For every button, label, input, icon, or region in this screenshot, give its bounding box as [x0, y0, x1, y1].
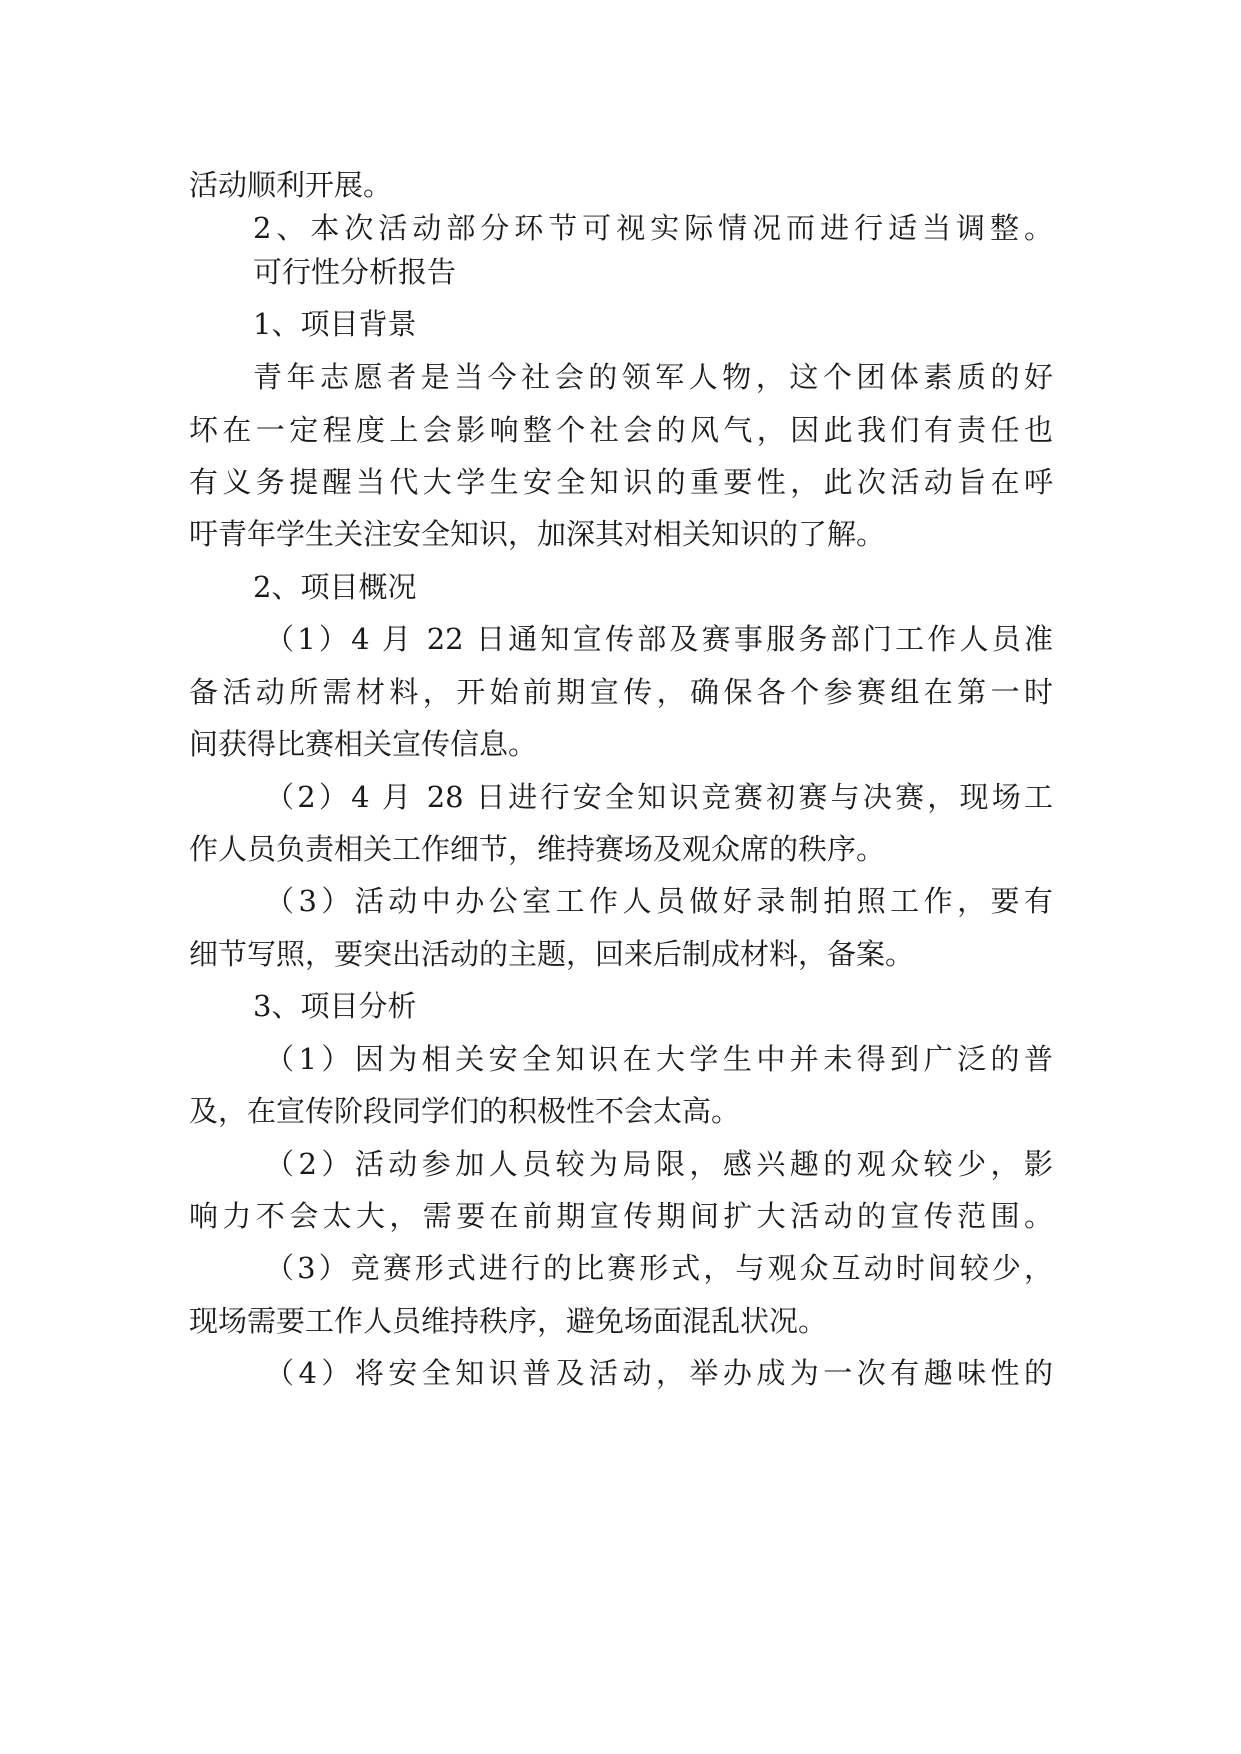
paragraph-line: （2）活动参加人员较为局限，感兴趣的观众较少，影 [265, 1147, 1053, 1181]
paragraph-line: （2）4 月 28 日进行安全知识竞赛初赛与决赛，现场工 [265, 780, 1053, 814]
paragraph-line: 活动顺利开展。 [189, 168, 393, 202]
paragraph-line: 青年志愿者是当今社会的领军人物，这个团体素质的好 [253, 360, 1053, 394]
paragraph-line: 坏在一定程度上会影响整个社会的风气，因此我们有责任也 [189, 413, 1053, 447]
section-heading: 2、项目概况 [253, 570, 417, 604]
section-heading: 1、项目背景 [253, 307, 417, 341]
paragraph-line: 响力不会太大，需要在前期宣传期间扩大活动的宣传范围。 [189, 1199, 1053, 1233]
section-heading: 3、项目分析 [253, 989, 417, 1023]
paragraph-line: 细节写照，要突出活动的主题，回来后制成材料，备案。 [189, 937, 915, 971]
paragraph-line: 作人员负责相关工作细节，维持赛场及观众席的秩序。 [189, 832, 886, 866]
paragraph-line: （1）4 月 22 日通知宣传部及赛事服务部门工作人员准 [265, 622, 1053, 656]
paragraph-line: 有义务提醒当代大学生安全知识的重要性，此次活动旨在呼 [189, 465, 1053, 499]
paragraph-line: （3）活动中办公室工作人员做好录制拍照工作，要有 [265, 884, 1053, 918]
paragraph-line: 吁青年学生关注安全知识，加深其对相关知识的了解。 [189, 517, 886, 551]
paragraph-line: 备活动所需材料，开始前期宣传，确保各个参赛组在第一时 [189, 675, 1053, 709]
paragraph-line: （3）竞赛形式进行的比赛形式，与观众互动时间较少， [265, 1251, 1053, 1285]
paragraph-line: 及，在宣传阶段同学们的积极性不会太高。 [189, 1094, 741, 1128]
paragraph-line: （4）将安全知识普及活动，举办成为一次有趣味性的 [265, 1356, 1053, 1390]
paragraph-line: 现场需要工作人员维持秩序，避免场面混乱状况。 [189, 1304, 828, 1338]
paragraph-line: （1）因为相关安全知识在大学生中并未得到广泛的普 [265, 1042, 1053, 1076]
paragraph-line: 间获得比赛相关宣传信息。 [189, 727, 538, 761]
section-heading: 可行性分析报告 [253, 255, 457, 289]
paragraph-line: 2、本次活动部分环节可视实际情况而进行适当调整。 [253, 211, 1053, 245]
